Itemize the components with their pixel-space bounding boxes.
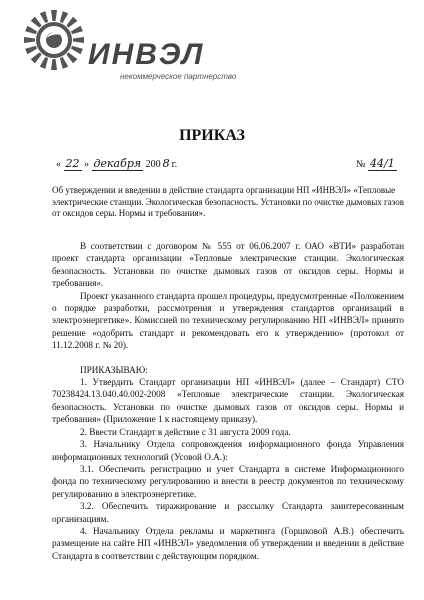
order-item-3-1: 3.1. Обеспечить регистрацию и учет Стандарта в системе Информационного фонда по техническому регулированию и внести в реестр документов по техническому регулированию в электроэнергетике.: [52, 463, 404, 499]
date-month: декабря: [93, 157, 142, 170]
date-suffix: г.: [171, 159, 178, 170]
date-open-quote: «: [56, 159, 61, 170]
order-item-4: 4. Начальнику Отдела рекламы и маркетинга (Горшковой А.В.) обеспечить размещение на сайте НП «ИНВЭЛ» уведомления об утверждении и введении в действие Стандарта в соответствии с действующим порядком.: [52, 525, 404, 561]
paragraph-contract: В соответствии с договором № 555 от 06.06.2007 г. ОАО «ВТИ» разработан проект стандарта организации «Тепловые электрические станции. Экологическая безопасность. Установки по очистке дымовых газов от оксидов серы. Нормы и требования».: [52, 241, 404, 289]
order-heading: ПРИКАЗЫВАЮ:: [80, 364, 148, 375]
order-item-3: 3. Начальнику Отдела сопровождения информационного фонда Управления информационных технологий (Усовой О.А.):: [52, 439, 404, 462]
document-body: [52, 240, 404, 562]
order-date: [56, 157, 177, 170]
number-value: 44/1: [370, 157, 395, 170]
order-item-1: 1. Утвердить Стандарт организации НП «ИНВЭЛ» (далее – Стандарт) СТО 70238424.13.040.40.002-2008 «Тепловые электрические станции. Экологическая безопасность. Установки по очистке дымовых газов от оксидов серы. Нормы и требования» (Приложение 1 к настоящему приказу).: [52, 377, 404, 425]
order-item-2: 2. Ввести Стандарт в действие с 31 августа 2009 года.: [80, 426, 291, 437]
date-day: 22: [65, 157, 80, 170]
date-year-prefix: 200: [145, 159, 161, 170]
document-title: ПРИКАЗ: [179, 127, 245, 144]
company-logo: [22, 8, 86, 72]
number-prefix: №: [356, 159, 366, 170]
order-item-3-2: 3.2. Обеспечить тиражирование и рассылку Стандарта заинтересованным организациям.: [52, 501, 404, 524]
brand-name: ИНВЭЛ: [88, 38, 205, 71]
paragraph-procedure: Проект указанного стандарта прошел процедуры, предусмотренные «Положением о порядке разработки, рассмотрения и утверждения стандартов организаций в электроэнергетике». Комиссией по техническому регулированию НП «ИНВЭЛ» принято решение «одобрить стандарт и рекомендовать его к утверждению» (протокол от 11.12.2008 г. № 20).: [52, 290, 404, 351]
brand-subtitle: некоммерческое партнерство: [120, 72, 237, 81]
order-subject: Об утверждении и введении в действие стандарта организации НП «ИНВЭЛ» «Тепловые электрические станции. Экологическая безопасность. Установки по очистке дымовых газов от оксидов серы. Нормы и требования».: [52, 185, 404, 218]
date-year-digit: 8: [162, 157, 170, 170]
order-number: [356, 157, 397, 170]
date-close-quote: »: [84, 159, 89, 170]
